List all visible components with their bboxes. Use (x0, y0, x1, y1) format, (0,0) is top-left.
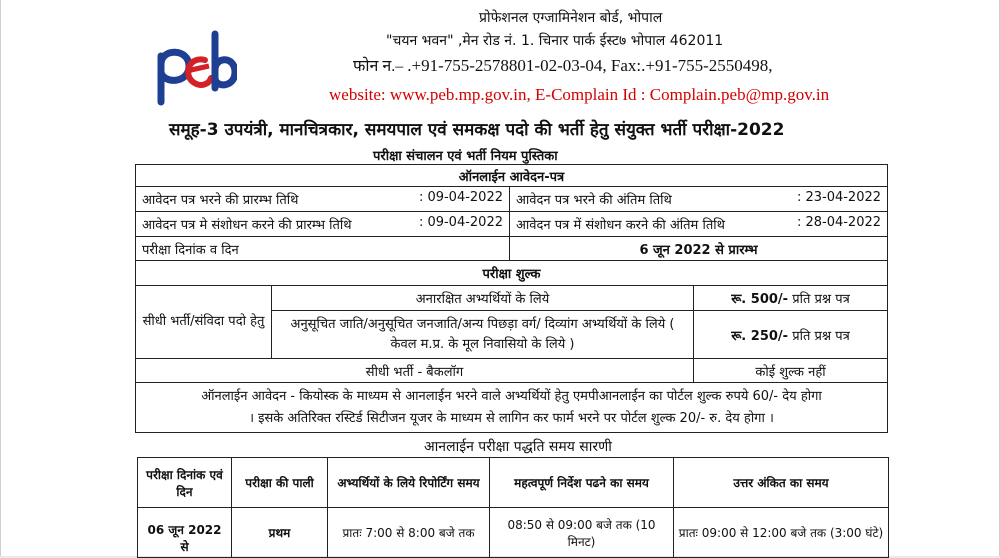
last-date-value: : 23-04-2022 (796, 190, 882, 205)
online-form-heading-row (136, 165, 888, 187)
fee-label-reserved: अनुसूचित जाति/अनुसूचित जनजाति/अन्य पिछड़ा वर्ग/ दिव्यांग अभ्यर्थियों के लिये ( केवल म.प्र. के मूल निवासियो के लिये ) (272, 311, 694, 359)
fee-unit-general: प्रति प्रश्न पत्र (792, 292, 850, 307)
table-row (136, 187, 888, 212)
col-answer-time: उत्तर अंकित का समय (674, 458, 889, 508)
fee-category: सीधी भर्ती/संविदा पदो हेतु (136, 286, 272, 359)
contact-line (353, 54, 773, 76)
fee-heading-row (136, 261, 888, 286)
correction-end-value: : 28-04-2022 (796, 215, 882, 230)
correction-start-value: : 09-04-2022 (418, 215, 503, 230)
schedule-instructions: 08:50 से 09:00 बजे तक (10 मिनट) (490, 508, 674, 558)
start-date-value: : 09-04-2022 (418, 190, 503, 205)
fee-amount-general: रू. 500/- (731, 292, 789, 307)
col-reporting: अभ्यर्थियों के लिये रिपोर्टिंग समय (328, 458, 490, 508)
schedule-date: 06 जून 2022 से (138, 508, 232, 558)
schedule-table (137, 457, 889, 558)
table-row (136, 212, 888, 237)
backlog-value: कोई शुल्क नहीं (694, 359, 888, 383)
col-instructions: महत्वपूर्ण निर्देश पढने का समय (490, 458, 674, 508)
portal-fee-note-line1: ऑनलाईन आवेदन - कियोस्क के माध्यम से आनलाईन भरने वाले अभ्यर्थियों हेतु एमपीआनलाईन का पोर्टल शुल्क रुपये 60/- देय होगा (201, 388, 822, 404)
fee-heading: परीक्षा शुल्क (136, 261, 888, 286)
table-row (136, 286, 888, 311)
schedule-shift: प्रथम (232, 508, 328, 558)
correction-start-label: आवेदन पत्र मे संशोधन करने की प्रारम्भ तिथि (142, 218, 352, 233)
fee-label-general: अनारक्षित अभ्यर्थियों के लिये (272, 286, 694, 311)
col-shift: परीक्षा की पाली (232, 458, 328, 508)
fee-unit-reserved: प्रति प्रश्न पत्र (792, 328, 850, 344)
fee-amount-reserved: रू. 250/- (731, 328, 789, 344)
col-exam-date: परीक्षा दिनांक एवं दिन (138, 458, 232, 508)
fee-section (135, 260, 887, 433)
peb-logo (153, 26, 237, 108)
document-title: समूह-3 उपयंत्री, मानचित्रकार, समयपाल एवं समकक्ष पदो की भर्ती हेतु संयुक्त भर्ती परीक्षा-2022 (169, 120, 785, 140)
board-address: "चयन भवन" ,मेन रोड नं. 1. चिनार पार्क ईस्ट७ भोपाल 462011 (386, 33, 724, 49)
portal-fee-note-line2: । इसके अतिरिक्त रस्टिर्ड सिटीजन यूजर के माध्यम से लागिन कर फार्म भरने पर पोर्टल शुल्क 20/- रु. देय होगा । (249, 410, 774, 426)
online-form-table (135, 164, 888, 261)
correction-end-label: आवेदन पत्र में संशोधन करने की अंतिम तिथि (516, 218, 725, 233)
schedule-heading: आनलाईन परीक्षा पद्धति समय सारणी (424, 439, 612, 455)
document-subtitle: परीक्षा संचालन एवं भर्ती नियम पुस्तिका (373, 149, 558, 164)
start-date-label: आवेदन पत्र भरने की प्रारम्भ तिथि (142, 193, 299, 208)
board-name: प्रोफेशनल एग्जामिनेशन बोर्ड, भोपाल (479, 10, 663, 26)
website-line: website: www.peb.mp.gov.in, E-Complain Id : Complain.peb@mp.gov.in (329, 85, 830, 104)
online-form-heading: ऑनलाईन आवेदन-पत्र (136, 165, 888, 187)
schedule-answer: प्रातः 09:00 से 12:00 बजे तक (3:00 घंटे) (674, 508, 889, 558)
phone-numbers: .+91-755-2578801-02-03-04, Fax:.+91-755-2550498, (407, 56, 773, 75)
schedule-reporting: प्रातः 7:00 से 8:00 बजे तक (328, 508, 490, 558)
schedule-section (137, 457, 888, 558)
exam-date-value: 6 जून 2022 से प्रारम्भ (510, 237, 888, 261)
exam-date-label: परीक्षा दिनांक व दिन (136, 237, 510, 261)
last-date-label: आवेदन पत्र भरने की अंतिम तिथि (516, 193, 672, 208)
backlog-label: सीधी भर्ती - बैकलॉग (136, 359, 694, 383)
online-form-section (135, 164, 887, 261)
schedule-header-row (138, 458, 889, 508)
table-row (136, 359, 888, 383)
phone-label: फोन न.– (353, 58, 404, 75)
table-row (138, 508, 889, 558)
table-row (136, 237, 888, 261)
fee-table (135, 260, 888, 433)
table-row (136, 383, 888, 433)
